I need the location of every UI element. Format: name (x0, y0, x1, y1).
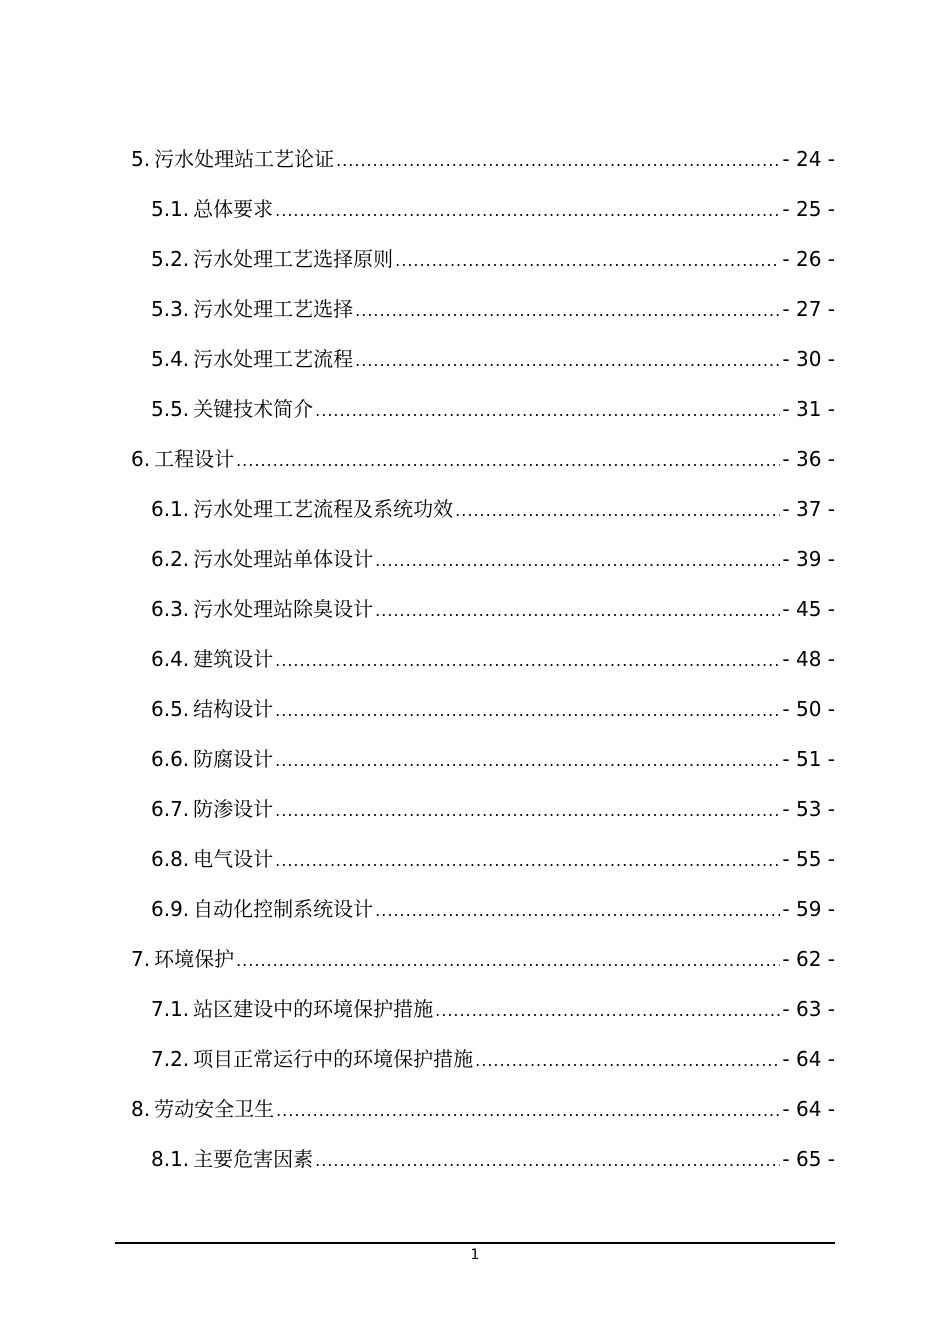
toc-dot-leader (395, 249, 780, 273)
toc-entry-page: - 51 - (782, 747, 835, 771)
toc-entry-title: 污水处理工艺选择原则 (193, 247, 394, 271)
toc-entry-page: - 30 - (782, 347, 835, 371)
toc-entry-title: 防渗设计 (193, 797, 274, 821)
toc-entry-6[interactable] (131, 447, 835, 473)
toc-entry-page: - 55 - (782, 847, 835, 871)
toc-entry-page: - 64 - (782, 1097, 835, 1121)
toc-entry-page: - 24 - (782, 147, 835, 171)
toc-entry-number: 6.1. (151, 497, 190, 521)
toc-entry-number: 6.7. (151, 797, 190, 821)
toc-entry-page: - 25 - (782, 197, 835, 221)
toc-entry-title: 污水处理站工艺论证 (154, 147, 335, 171)
toc-entry-page: - 31 - (782, 397, 835, 421)
toc-entry-number: 5.1. (151, 197, 190, 221)
toc-entry-title: 环境保护 (154, 947, 235, 971)
toc-entry-page: - 62 - (782, 947, 835, 971)
toc-entry-title: 项目正常运行中的环境保护措施 (193, 1047, 474, 1071)
footer-divider (115, 1242, 835, 1244)
toc-entry-page: - 48 - (782, 647, 835, 671)
toc-entry-6-3[interactable] (151, 597, 835, 623)
toc-entry-title: 劳动安全卫生 (154, 1097, 275, 1121)
toc-dot-leader (336, 149, 780, 173)
toc-entry-number: 6.8. (151, 847, 190, 871)
toc-entry-page: - 63 - (782, 997, 835, 1021)
toc-entry-number: 7. (131, 947, 151, 971)
toc-entry-title: 防腐设计 (193, 747, 274, 771)
toc-entry-5-1[interactable] (151, 197, 835, 223)
toc-dot-leader (315, 1149, 780, 1173)
toc-entry-6-7[interactable] (151, 797, 835, 823)
toc-entry-5-2[interactable] (151, 247, 835, 273)
toc-dot-leader (475, 1049, 780, 1073)
toc-entry-number: 6.6. (151, 747, 190, 771)
toc-dot-leader (275, 199, 780, 223)
toc-entry-page: - 36 - (782, 447, 835, 471)
toc-entry-title: 主要危害因素 (193, 1147, 314, 1171)
toc-dot-leader (375, 899, 780, 923)
toc-entry-number: 6.9. (151, 897, 190, 921)
toc-entry-number: 8.1. (151, 1147, 190, 1171)
toc-entry-title: 站区建设中的环境保护措施 (193, 997, 434, 1021)
toc-entry-title: 污水处理工艺选择 (193, 297, 354, 321)
toc-dot-leader (375, 599, 780, 623)
toc-entry-title: 电气设计 (193, 847, 274, 871)
toc-entry-5-4[interactable] (151, 347, 835, 373)
toc-entry-number: 5.3. (151, 297, 190, 321)
toc-dot-leader (276, 1099, 780, 1123)
toc-entry-title: 污水处理站除臭设计 (193, 597, 374, 621)
toc-entry-title: 自动化控制系统设计 (193, 897, 374, 921)
toc-dot-leader (275, 699, 780, 723)
toc-entry-title: 工程设计 (154, 447, 235, 471)
toc-entry-page: - 64 - (782, 1047, 835, 1071)
toc-entry-number: 6.4. (151, 647, 190, 671)
toc-entry-number: 5.4. (151, 347, 190, 371)
toc-entry-6-9[interactable] (151, 897, 835, 923)
toc-dot-leader (275, 799, 780, 823)
toc-entry-7-2[interactable] (151, 1047, 835, 1073)
toc-entry-5-3[interactable] (151, 297, 835, 323)
toc-entry-5[interactable] (131, 147, 835, 173)
toc-dot-leader (355, 299, 780, 323)
toc-dot-leader (275, 849, 780, 873)
toc-entry-page: - 26 - (782, 247, 835, 271)
toc-entry-page: - 45 - (782, 597, 835, 621)
toc-entry-title: 关键技术简介 (193, 397, 314, 421)
toc-entry-number: 6.3. (151, 597, 190, 621)
toc-entry-6-5[interactable] (151, 697, 835, 723)
toc-dot-leader (355, 349, 780, 373)
toc-entry-6-6[interactable] (151, 747, 835, 773)
toc-entry-page: - 27 - (782, 297, 835, 321)
toc-entry-title: 总体要求 (193, 197, 274, 221)
toc-entry-title: 污水处理工艺流程 (193, 347, 354, 371)
toc-dot-leader (275, 649, 780, 673)
toc-entry-6-8[interactable] (151, 847, 835, 873)
toc-entry-page: - 50 - (782, 697, 835, 721)
toc-entry-7[interactable] (131, 947, 835, 973)
toc-dot-leader (236, 449, 780, 473)
toc-entry-title: 污水处理站单体设计 (193, 547, 374, 571)
toc-entry-number: 6.5. (151, 697, 190, 721)
toc-entry-8[interactable] (131, 1097, 835, 1123)
toc-entry-page: - 65 - (782, 1147, 835, 1171)
toc-entry-6-4[interactable] (151, 647, 835, 673)
toc-entry-title: 建筑设计 (193, 647, 274, 671)
toc-entry-number: 7.1. (151, 997, 190, 1021)
toc-dot-leader (435, 999, 780, 1023)
toc-entry-number: 5. (131, 147, 151, 171)
toc-dot-leader (236, 949, 780, 973)
toc-dot-leader (455, 499, 780, 523)
toc-entry-title: 污水处理工艺流程及系统功效 (193, 497, 454, 521)
toc-entry-6-1[interactable] (151, 497, 835, 523)
toc-entry-number: 6. (131, 447, 151, 471)
toc-entry-number: 6.2. (151, 547, 190, 571)
toc-entry-page: - 53 - (782, 797, 835, 821)
toc-entry-number: 5.2. (151, 247, 190, 271)
toc-entry-page: - 59 - (782, 897, 835, 921)
toc-dot-leader (275, 749, 780, 773)
toc-entry-number: 7.2. (151, 1047, 190, 1071)
toc-dot-leader (315, 399, 780, 423)
page-number: 1 (470, 1247, 480, 1263)
toc-entry-8-1[interactable] (151, 1147, 835, 1173)
toc-entry-7-1[interactable] (151, 997, 835, 1023)
toc-entry-title: 结构设计 (193, 697, 274, 721)
toc-entry-page: - 37 - (782, 497, 835, 521)
toc-entry-number: 5.5. (151, 397, 190, 421)
toc-entry-6-2[interactable] (151, 547, 835, 573)
toc-entry-page: - 39 - (782, 547, 835, 571)
toc-entry-5-5[interactable] (151, 397, 835, 423)
toc-entry-number: 8. (131, 1097, 151, 1121)
toc-dot-leader (375, 549, 780, 573)
